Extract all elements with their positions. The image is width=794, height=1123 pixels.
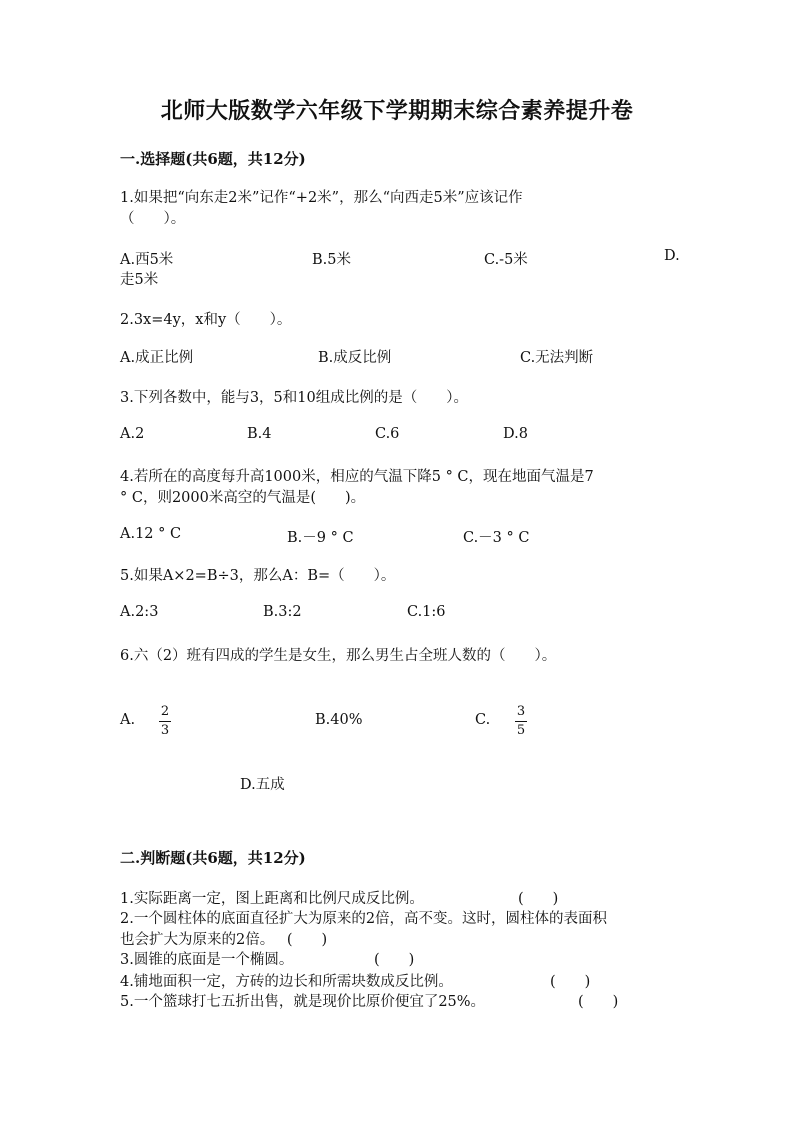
section-heading-judge: 二.判断题(共6题，共12分) xyxy=(120,849,306,867)
judge-item-5: 5.一个篮球打七五折出售，就是现价比原价便宜了25%。 xyxy=(120,994,486,1010)
section-heading-choice: 一.选择题(共6题，共12分) xyxy=(120,150,306,168)
question-6-option-c-fraction xyxy=(515,705,527,738)
question-2-text: 2.3x=4y，x和y（ ）。 xyxy=(120,312,292,328)
question-6-option-d[interactable]: D.五成 xyxy=(240,777,285,793)
fraction-numerator: 3 xyxy=(516,704,526,719)
judge-item-2: 2.一个圆柱体的底面直径扩大为原来的2倍，高不变。这时，圆柱体的表面积 xyxy=(120,911,608,927)
fraction-numerator: 2 xyxy=(160,704,170,719)
fraction-bar xyxy=(515,721,527,722)
fraction-denominator: 5 xyxy=(516,723,526,738)
question-6-option-a[interactable]: A. xyxy=(120,712,136,728)
judge-item-4-bracket[interactable]: ( ) xyxy=(550,974,591,990)
question-4-option-c[interactable]: C.－3 ° C xyxy=(463,530,530,546)
judge-item-4: 4.铺地面积一定，方砖的边长和所需块数成反比例。 xyxy=(120,974,453,990)
judge-item-text: 1.实际距离一定，图上距离和比例尺成反比例。 xyxy=(120,891,424,907)
question-6-option-a-fraction xyxy=(159,705,171,738)
judge-item-2-cont xyxy=(120,928,327,949)
question-2-option-b[interactable]: B.成反比例 xyxy=(318,350,392,366)
question-1-text-cont: （ ）。 xyxy=(120,211,186,227)
question-4-text-cont: ° C，则2000米高空的气温是( )。 xyxy=(120,490,366,506)
judge-item-3: 3.圆锥的底面是一个椭圆。 xyxy=(120,952,294,968)
question-4-option-a[interactable]: A.12 ° C xyxy=(120,526,182,542)
question-5-option-c[interactable]: C.1:6 xyxy=(407,604,446,620)
question-3-option-c[interactable]: C.6 xyxy=(375,426,400,442)
question-5-text: 5.如果A×2=B÷3，那么A：B=（ ）。 xyxy=(120,568,396,584)
question-1-option-d-cont: 走5米 xyxy=(120,272,159,288)
question-6-option-c[interactable]: C. xyxy=(475,712,491,728)
judge-item-text: 也会扩大为原来的2倍。 xyxy=(120,932,275,948)
judge-item-5-bracket[interactable]: ( ) xyxy=(578,994,619,1010)
question-3-option-a[interactable]: A.2 xyxy=(120,426,145,442)
fraction-denominator: 3 xyxy=(160,723,170,738)
judge-item-1-bracket[interactable]: ( ) xyxy=(518,891,559,907)
question-2-option-a[interactable]: A.成正比例 xyxy=(120,350,194,366)
question-3-option-d[interactable]: D.8 xyxy=(503,426,528,442)
question-1-option-d[interactable]: D. xyxy=(664,248,680,264)
judge-item-2-bracket[interactable]: ( ) xyxy=(286,932,328,948)
question-3-text: 3.下列各数中，能与3，5和10组成比例的是（ ）。 xyxy=(120,390,468,406)
page-title: 北师大版数学六年级下学期期末综合素养提升卷 xyxy=(160,98,634,124)
question-5-option-a[interactable]: A.2:3 xyxy=(120,604,159,620)
question-5-option-b[interactable]: B.3:2 xyxy=(263,604,302,620)
question-1-option-b[interactable]: B.5米 xyxy=(312,252,351,268)
question-6-text: 6.六（2）班有四成的学生是女生，那么男生占全班人数的（ ）。 xyxy=(120,648,557,664)
question-2-option-c[interactable]: C.无法判断 xyxy=(520,350,594,366)
question-4-text: 4.若所在的高度每升高1000米，相应的气温下降5 ° C，现在地面气温是7 xyxy=(120,469,594,485)
question-1-option-a[interactable]: A.西5米 xyxy=(120,252,174,268)
judge-item-3-bracket[interactable]: ( ) xyxy=(374,952,415,968)
fraction-bar xyxy=(159,721,171,722)
question-6-option-b[interactable]: B.40% xyxy=(315,712,363,728)
question-3-option-b[interactable]: B.4 xyxy=(247,426,272,442)
question-4-option-b[interactable]: B.－9 ° C xyxy=(287,530,354,546)
judge-item-1 xyxy=(120,887,424,908)
question-1-option-c[interactable]: C.-5米 xyxy=(484,252,528,268)
question-1-text: 1.如果把“向东走2米”记作“+2米”，那么“向西走5米”应该记作 xyxy=(120,190,523,206)
